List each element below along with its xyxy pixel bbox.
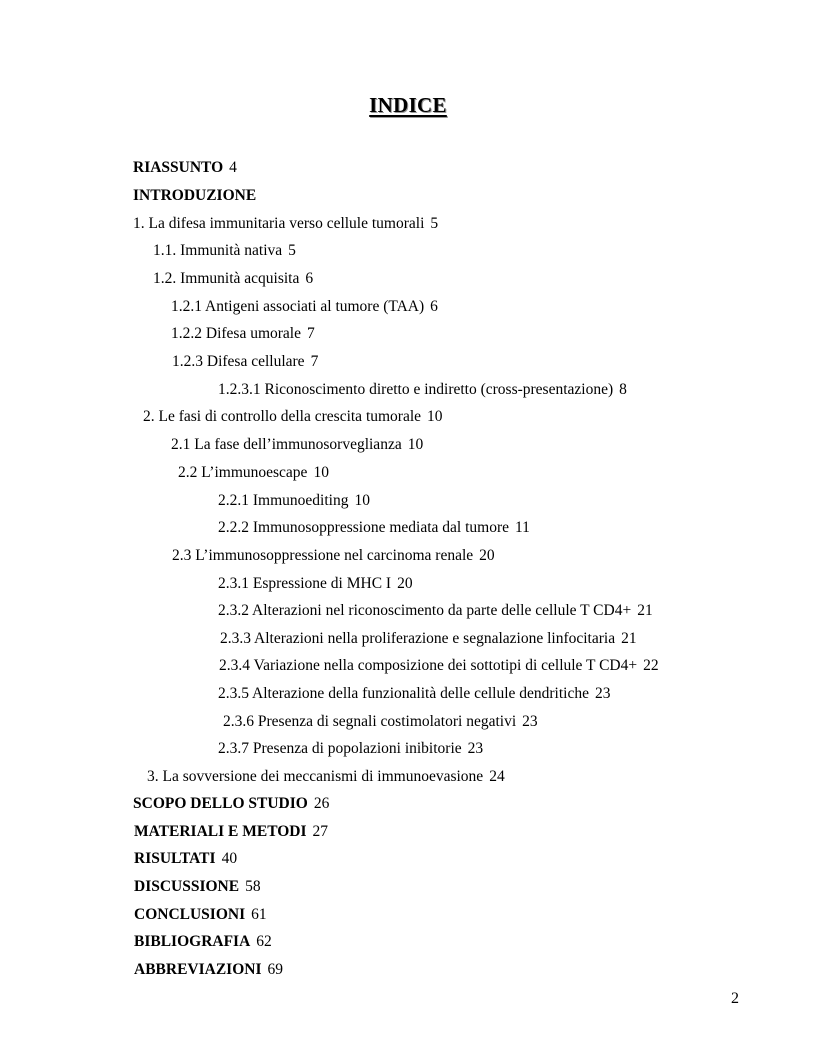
toc-entry-label: CONCLUSIONI [134, 906, 246, 923]
toc-entry-page: 11 [515, 519, 530, 536]
toc-entry-page: 23 [522, 713, 538, 730]
toc-entry-page: 40 [221, 850, 238, 867]
toc-entry-label: SCOPO DELLO STUDIO [133, 795, 308, 812]
toc-entry-page: 23 [595, 685, 611, 702]
toc-entry-label: 1.2. Immunità acquisita [153, 270, 300, 287]
toc-entry-label: 2.3.3 Alterazioni nella proliferazione e segnalazione linfocitaria [220, 630, 616, 647]
toc-entry-page: 20 [479, 547, 495, 564]
toc-entry-page: 7 [307, 325, 315, 342]
toc-entry-page: 24 [489, 768, 505, 785]
toc-entry-label: 2.1 La fase dell’immunosorveglianza [171, 436, 402, 453]
toc-entry-page: 10 [407, 436, 424, 453]
toc-entry-page: 5 [430, 215, 439, 232]
toc-entry-label: 2.3.7 Presenza di popolazioni inibitorie [218, 740, 462, 757]
toc-entry-label: RISULTATI [134, 850, 216, 867]
toc-entry-page: 22 [643, 657, 659, 674]
toc-entry-page: 5 [288, 242, 296, 259]
toc-entry-label: 2.3 L’immunosoppressione nel carcinoma renale [172, 547, 474, 564]
toc-entry-label: 2.3.5 Alterazione della funzionalità delle cellule dendritiche [218, 685, 589, 702]
toc-entry-label: 2.2.1 Immunoediting [218, 492, 349, 509]
toc-entry-label: 1.2.3.1 Riconoscimento diretto e indiretto (cross-presentazione) [218, 381, 614, 398]
toc-entry-page: 26 [313, 795, 330, 812]
toc-entry-page: 21 [621, 630, 637, 647]
toc-entry-label: INTRODUZIONE [133, 187, 257, 204]
toc-entry-label: 1.2.3 Difesa cellulare [172, 353, 305, 370]
toc-entry-label: DISCUSSIONE [134, 878, 240, 895]
toc-entry-page: 8 [619, 381, 627, 398]
page-title: INDICE [369, 93, 447, 117]
toc-entry-label: MATERIALI E METODI [134, 823, 307, 840]
toc-entry-page: 6 [430, 298, 438, 315]
toc-entry-label: 2.3.1 Espressione di MHC I [218, 575, 392, 592]
toc-entry-page: 7 [310, 353, 319, 370]
toc-entry-page: 6 [305, 270, 314, 287]
toc-entry-label: 2.3.2 Alterazioni nel riconoscimento da parte delle cellule T CD4+ [218, 602, 632, 619]
page-number: 2 [731, 990, 739, 1007]
toc-entry-label: ABBREVIAZIONI [134, 961, 262, 978]
toc-entry-page: 20 [397, 575, 413, 592]
toc-entry-page: 4 [229, 159, 237, 176]
toc-entry-page: 61 [251, 906, 267, 923]
toc-entry-page: 58 [245, 878, 261, 895]
toc-entry-label: 1. La difesa immunitaria verso cellule tumorali [133, 215, 425, 232]
toc-entry-label: 3. La sovversione dei meccanismi di immunoevasione [147, 768, 484, 785]
toc-entry-page: 10 [313, 464, 329, 481]
toc-entry-label: 1.1. Immunità nativa [153, 242, 283, 259]
toc-entry-page: 10 [427, 408, 443, 425]
toc-entry-label: 1.2.2 Difesa umorale [171, 325, 301, 342]
toc-entry-label: RIASSUNTO [133, 159, 224, 176]
toc-entry-page: 27 [312, 823, 329, 840]
toc-entry-label: 2.2.2 Immunosoppressione mediata dal tumore [218, 519, 509, 536]
toc-entry-label: BIBLIOGRAFIA [134, 933, 251, 950]
toc-entry-label: 2.2 L’immunoescape [178, 464, 308, 481]
toc-entry-page: 62 [256, 933, 272, 950]
toc-entry-label: 2.3.6 Presenza di segnali costimolatori negativi [223, 713, 517, 730]
toc-entry-page: 10 [354, 492, 370, 509]
toc-entry-page: 23 [467, 740, 484, 757]
toc-entry-label: 2.3.4 Variazione nella composizione dei sottotipi di cellule T CD4+ [219, 657, 638, 674]
toc-entry-label: 1.2.1 Antigeni associati al tumore (TAA) [171, 298, 425, 315]
toc-entry-label: 2. Le fasi di controllo della crescita tumorale [143, 408, 422, 425]
toc-entry-page: 69 [267, 961, 283, 978]
toc-entry-page: 21 [637, 602, 653, 619]
